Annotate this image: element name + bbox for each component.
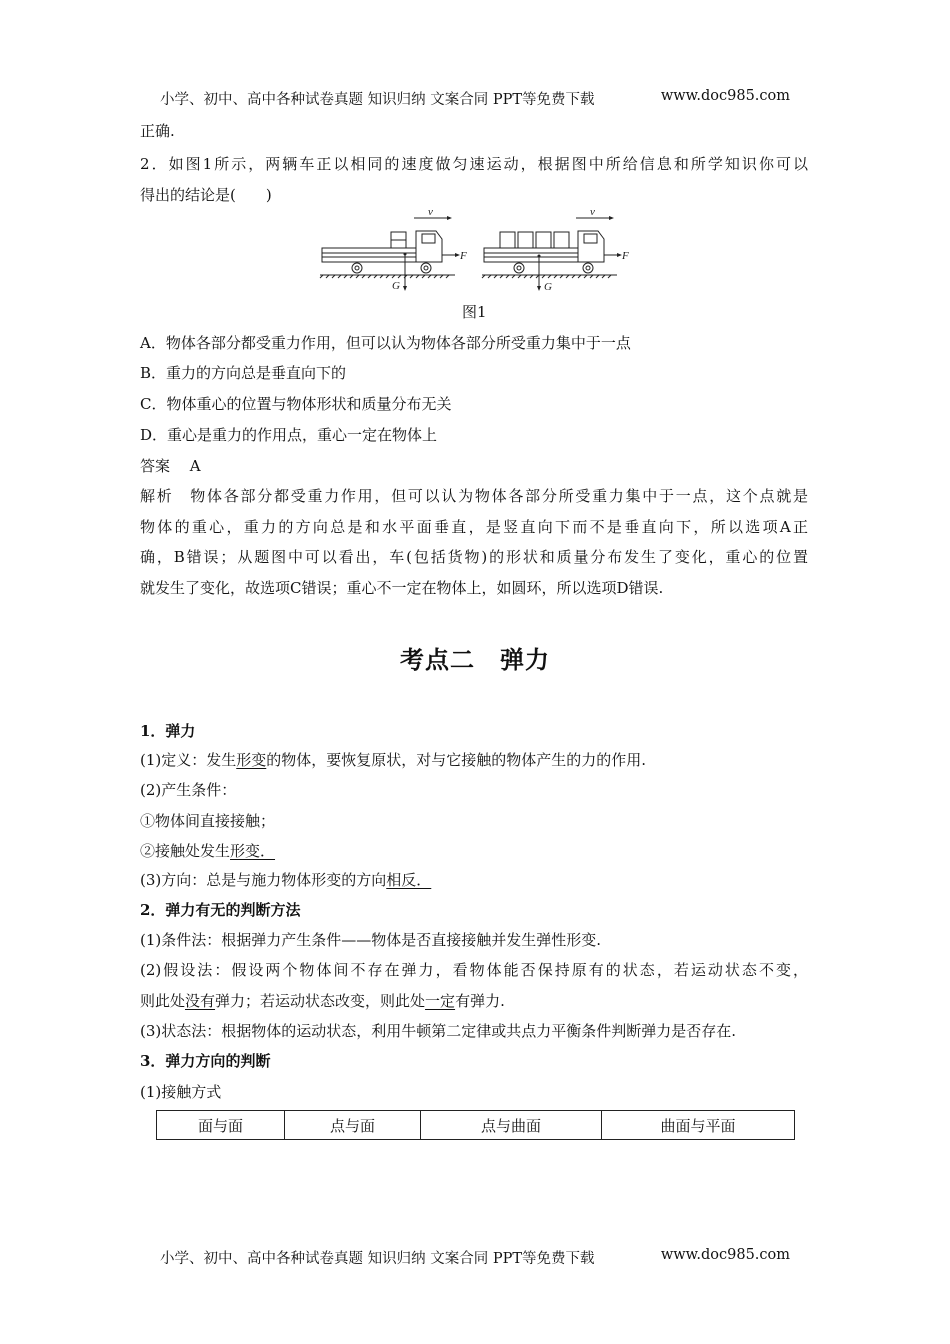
table-cell: 点与面	[285, 1111, 421, 1140]
blank-answer: 形变．	[230, 842, 276, 860]
blank-answer: 没有	[185, 992, 216, 1010]
question-text: 得出的结论是( )	[140, 186, 272, 204]
heading-3: 3．弹力方向的判断	[140, 1052, 271, 1070]
option-b: B．重力的方向总是垂直向下的	[140, 364, 347, 382]
prev-answer-end: 正确.	[140, 122, 175, 140]
answer-label: 答案	[140, 457, 171, 475]
definition	[140, 750, 646, 770]
footer-text: 小学、初中、高中各种试卷真题 知识归纳 文案合同 PPT等免费下载	[160, 1251, 595, 1267]
page-header	[160, 88, 790, 109]
text: 的物体，要恢复原状，对与它接触的物体产生的力的作用.	[266, 751, 647, 769]
section-title: 考点二 弹力	[400, 645, 550, 674]
footer-url: www.doc985.com	[660, 1247, 790, 1263]
force-label: F	[622, 250, 629, 262]
blank-answer: 相反．	[386, 871, 432, 889]
text: (3)方向：总是与施力物体形变的方向	[140, 871, 387, 889]
contact-type-table	[156, 1110, 795, 1140]
answer	[140, 456, 201, 476]
force-label: F	[460, 250, 467, 262]
text: 有弹力.	[455, 992, 505, 1010]
blank-answer: 一定	[425, 992, 456, 1010]
text: (1)定义：发生	[140, 751, 237, 769]
condition-2	[140, 841, 275, 861]
analysis-text: 物体各部分都受重力作用，但可以认为物体各部分所受重力集中于一点，这个点就是	[190, 487, 808, 505]
subheading: (1)接触方式	[140, 1083, 222, 1101]
analysis-line: 就发生了变化，故选项C错误；重心不一定在物体上，如圆环，所以选项D错误.	[140, 579, 664, 597]
option-c: C．物体重心的位置与物体形状和质量分布无关	[140, 395, 452, 413]
answer-value: A	[189, 457, 201, 475]
conditions: (2)产生条件：	[140, 781, 237, 799]
header-text: 小学、初中、高中各种试卷真题 知识归纳 文案合同 PPT等免费下载	[160, 92, 595, 108]
gravity-label: G	[392, 280, 400, 292]
header-url: www.doc985.com	[660, 88, 790, 104]
analysis-label: 解析	[140, 487, 174, 505]
analysis-line: 确，B错误；从题图中可以看出，车(包括货物)的形状和质量分布发生了变化，重心的位置	[140, 548, 808, 566]
heading-1: 1．弹力	[140, 722, 196, 740]
truck-figure	[310, 200, 640, 300]
analysis-line: 物体的重心，重力的方向总是和水平面垂直，是竖直向下而不是垂直向下，所以选项A正	[140, 518, 808, 536]
analysis-line	[140, 486, 808, 506]
table-row	[157, 1111, 795, 1140]
blank-answer: 形变	[236, 751, 267, 769]
heading-2: 2．弹力有无的判断方法	[140, 901, 301, 919]
method-2-cont	[140, 991, 505, 1011]
option-a: A．物体各部分都受重力作用，但可以认为物体各部分所受重力集中于一点	[140, 334, 631, 352]
velocity-label: v	[590, 206, 595, 218]
condition-1: ①物体间直接接触；	[140, 812, 276, 830]
text: 则此处	[140, 992, 186, 1010]
page-footer	[160, 1247, 790, 1268]
table-cell: 面与面	[157, 1111, 285, 1140]
method-1: (1)条件法：根据弹力产生条件——物体是否直接接触并发生弹性形变.	[140, 931, 602, 949]
velocity-label: v	[428, 206, 433, 218]
text: 弹力；若运动状态改变，则此处	[215, 992, 426, 1010]
figure-caption: 图1	[462, 303, 487, 321]
method-2: (2)假设法：假设两个物体间不存在弹力，看物体能否保持原有的状态，若运动状态不变，	[140, 961, 808, 979]
method-3: (3)状态法：根据物体的运动状态，利用牛顿第二定律或共点力平衡条件判断弹力是否存在.	[140, 1022, 737, 1040]
table-cell: 曲面与平面	[602, 1111, 795, 1140]
text: ②接触处发生	[140, 842, 231, 860]
direction	[140, 870, 431, 890]
table-cell: 点与曲面	[421, 1111, 602, 1140]
question-text: 2．如图1所示，两辆车正以相同的速度做匀速运动，根据图中所给信息和所学知识你可以	[140, 155, 808, 173]
gravity-label: G	[544, 281, 552, 293]
option-d: D．重心是重力的作用点，重心一定在物体上	[140, 426, 438, 444]
